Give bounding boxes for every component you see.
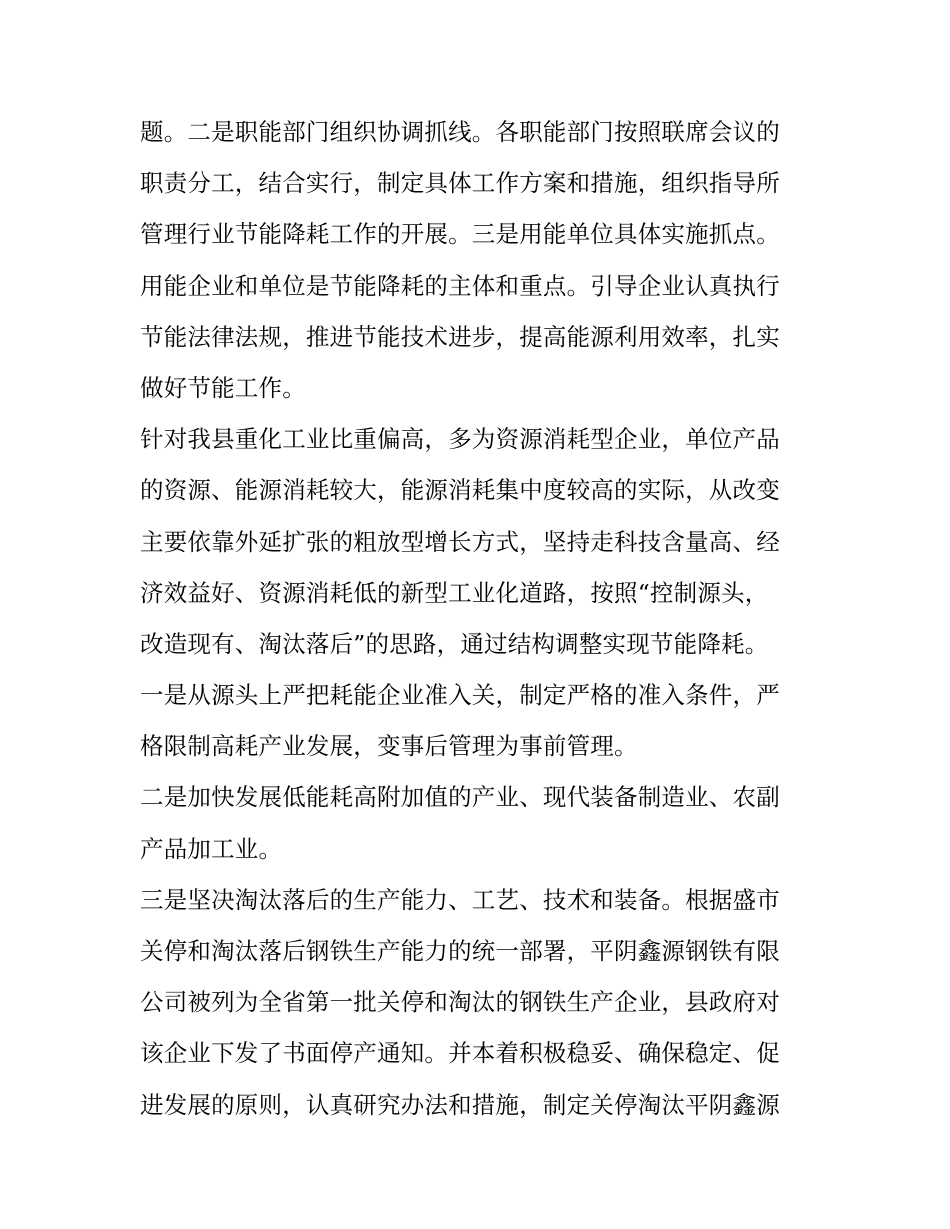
- text-line: 主要依靠外延扩张的粗放型增长方式，坚持走科技含量高、经: [140, 527, 780, 556]
- body-text: [140, 107, 820, 1131]
- text-line: 题。二是职能部门组织协调抓线。各职能部门按照联席会议的: [140, 118, 780, 146]
- text-line: 用能企业和单位是节能降耗的主体和重点。引导企业认真执行: [140, 271, 780, 300]
- text-line: 的资源、能源消耗较大，能源消耗集中度较高的实际，从改变: [140, 476, 780, 505]
- text-line: 三是坚决淘汰落后的生产能力、工艺、技术和装备。根据盛市: [140, 885, 780, 914]
- text-line: 产品加工业。: [140, 834, 283, 863]
- text-line: 济效益好、资源消耗低的新型工业化道路，按照“控制源头，: [140, 578, 769, 607]
- text-line: 该企业下发了书面停产通知。并本着积极稳妥、确保稳定、促: [140, 1039, 780, 1068]
- text-line: 进发展的原则，认真研究办法和措施，制定关停淘汰平阴鑫源: [140, 1090, 780, 1119]
- text-line: 关停和淘汰落后钢铁生产能力的统一部署，平阴鑫源钢铁有限: [140, 937, 780, 965]
- text-line: 管理行业节能降耗工作的开展。三是用能单位具体实施抓点。: [140, 220, 780, 249]
- text-line: 职责分工，结合实行，制定具体工作方案和措施，组织指导所: [140, 169, 780, 198]
- text-line: 一是从源头上严把耗能企业准入关，制定严格的准入条件，严: [140, 681, 780, 710]
- text-line: 公司被列为全省第一批关停和淘汰的钢铁生产企业，县政府对: [140, 988, 780, 1017]
- text-line: 做好节能工作。: [140, 373, 306, 402]
- text-line: 节能法律法规，推进节能技术进步，提高能源利用效率，扎实: [140, 322, 780, 351]
- text-line: 改造现有、淘汰落后”的思路，通过结构调整实现节能降耗。: [140, 629, 769, 658]
- text-line: 二是加快发展低能耗高附加值的产业、现代装备制造业、农副: [140, 783, 780, 812]
- text-line: 针对我县重化工业比重偏高，多为资源消耗型企业，单位产品: [140, 425, 780, 454]
- text-line: 格限制高耗产业发展，变事后管理为事前管理。: [140, 732, 638, 761]
